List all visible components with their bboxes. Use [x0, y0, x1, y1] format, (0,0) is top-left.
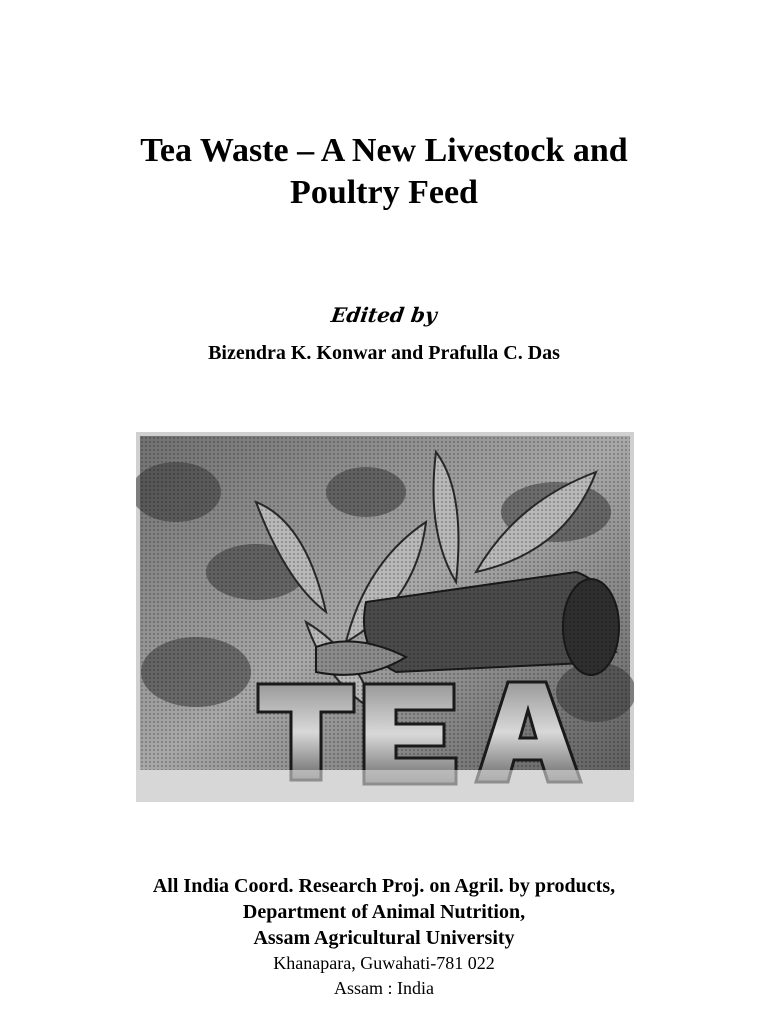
book-title-line-1: Tea Waste – A New Livestock and — [140, 132, 628, 169]
book-title-line-2: Poultry Feed — [290, 174, 478, 211]
publisher-address: Khanapara, Guwahati-781 022 — [273, 953, 495, 973]
book-title — [0, 130, 768, 214]
publisher-country: Assam : India — [334, 978, 434, 998]
editors-names: Bizendra K. Konwar and Prafulla C. Das — [208, 342, 560, 364]
cover-photo — [136, 432, 634, 802]
edited-by-label: Edited by — [329, 303, 439, 327]
publisher-project: All India Coord. Research Proj. on Agril. by products, — [152, 875, 616, 897]
publisher-university: Assam Agricultural University — [253, 927, 515, 949]
publisher-department: Department of Animal Nutrition, — [242, 901, 526, 923]
publisher-block — [0, 873, 768, 1001]
